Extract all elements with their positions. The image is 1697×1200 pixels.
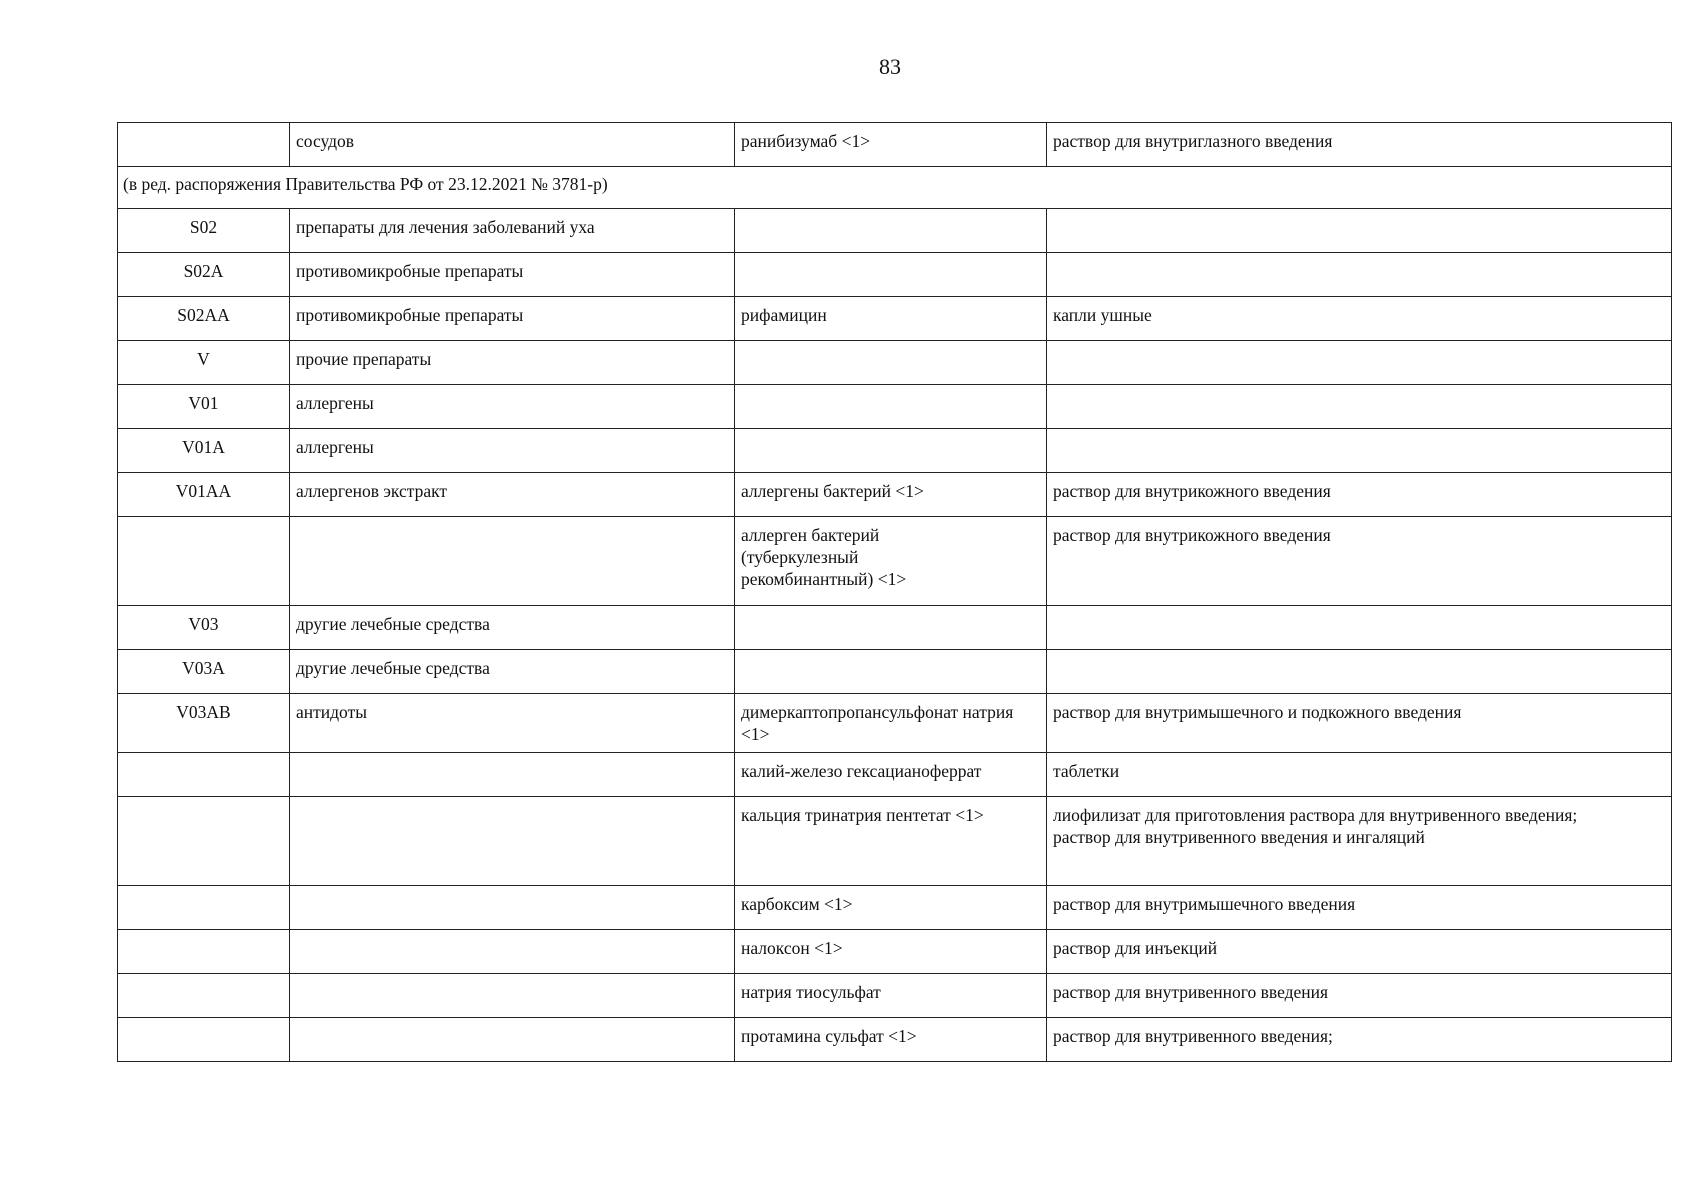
group-cell: противомикробные препараты <box>290 297 735 341</box>
table-row <box>118 429 1672 473</box>
drug-cell <box>735 429 1047 473</box>
group-cell: аллергены <box>290 385 735 429</box>
table-row <box>118 930 1672 974</box>
dosage-form-cell <box>1047 650 1672 694</box>
atc-code-cell: S02AA <box>118 297 290 341</box>
dosage-form-cell <box>1047 797 1672 886</box>
dosage-form-cell: капли ушные <box>1047 297 1672 341</box>
atc-code-cell: V03 <box>118 606 290 650</box>
page-number: 83 <box>879 54 901 79</box>
atc-code-cell <box>118 1018 290 1062</box>
table-row <box>118 385 1672 429</box>
atc-code-cell: V01AA <box>118 473 290 517</box>
table-row <box>118 297 1672 341</box>
drug-cell <box>735 385 1047 429</box>
group-cell: противомикробные препараты <box>290 253 735 297</box>
drug-cell: натрия тиосульфат <box>735 974 1047 1018</box>
dosage-form-cell <box>1047 341 1672 385</box>
table-row <box>118 650 1672 694</box>
drug-cell: рифамицин <box>735 297 1047 341</box>
amendment-note: (в ред. распоряжения Правительства РФ от 23.12.2021 № 3781-р) <box>118 167 1672 209</box>
dosage-form-cell <box>1047 385 1672 429</box>
drug-cell <box>735 253 1047 297</box>
atc-code-cell: V <box>118 341 290 385</box>
table-row <box>118 753 1672 797</box>
table-row <box>118 974 1672 1018</box>
group-cell: антидоты <box>290 694 735 753</box>
drug-cell: кальция тринатрия пентетат <1> <box>735 797 1047 886</box>
dosage-form-cell: раствор для внутримышечного и подкожного введения <box>1047 694 1672 753</box>
table-row <box>118 473 1672 517</box>
drug-cell <box>735 650 1047 694</box>
table-row <box>118 123 1672 167</box>
table-row <box>118 517 1672 606</box>
atc-code-cell: V03A <box>118 650 290 694</box>
group-cell <box>290 753 735 797</box>
table-row <box>118 694 1672 753</box>
table-row <box>118 209 1672 253</box>
table-row <box>118 253 1672 297</box>
table-row <box>118 1018 1672 1062</box>
dosage-form-line: раствор для внутривенного введения и ингаляций <box>1053 827 1425 847</box>
group-cell <box>290 930 735 974</box>
medications-table <box>117 122 1672 1062</box>
dosage-form-cell: таблетки <box>1047 753 1672 797</box>
group-cell <box>290 886 735 930</box>
dosage-form-cell: раствор для внутриглазного введения <box>1047 123 1672 167</box>
group-cell <box>290 974 735 1018</box>
atc-code-cell: V03AB <box>118 694 290 753</box>
table-row <box>118 886 1672 930</box>
drug-cell: аллерген бактерий (туберкулезный рекомбинантный) <1> <box>735 517 1047 606</box>
atc-code-cell <box>118 930 290 974</box>
drug-cell: калий-железо гексацианоферрат <box>735 753 1047 797</box>
dosage-form-cell: раствор для внутривенного введения <box>1047 974 1672 1018</box>
group-cell <box>290 1018 735 1062</box>
atc-code-cell <box>118 886 290 930</box>
dosage-form-cell: раствор для инъекций <box>1047 930 1672 974</box>
dosage-form-cell <box>1047 209 1672 253</box>
drug-cell <box>735 606 1047 650</box>
atc-code-cell: S02A <box>118 253 290 297</box>
table-row <box>118 341 1672 385</box>
drug-cell <box>735 341 1047 385</box>
drug-cell: ранибизумаб <1> <box>735 123 1047 167</box>
atc-code-cell <box>118 797 290 886</box>
atc-code-cell: V01A <box>118 429 290 473</box>
atc-code-cell <box>118 517 290 606</box>
amendment-note-row <box>118 167 1672 209</box>
group-cell: сосудов <box>290 123 735 167</box>
drug-cell: карбоксим <1> <box>735 886 1047 930</box>
dosage-form-cell <box>1047 253 1672 297</box>
atc-code-cell: S02 <box>118 209 290 253</box>
drug-cell: димеркаптопропансульфонат натрия <1> <box>735 694 1047 753</box>
group-cell <box>290 797 735 886</box>
dosage-form-cell: раствор для внутрикожного введения <box>1047 473 1672 517</box>
atc-code-cell: V01 <box>118 385 290 429</box>
dosage-form-line: лиофилизат для приготовления раствора для внутривенного введения; <box>1053 805 1578 825</box>
group-cell: аллергены <box>290 429 735 473</box>
group-cell: другие лечебные средства <box>290 606 735 650</box>
drug-cell <box>735 209 1047 253</box>
drug-cell: протамина сульфат <1> <box>735 1018 1047 1062</box>
dosage-form-cell <box>1047 429 1672 473</box>
table-row <box>118 797 1672 886</box>
drug-cell: налоксон <1> <box>735 930 1047 974</box>
group-cell <box>290 517 735 606</box>
atc-code-cell <box>118 123 290 167</box>
atc-code-cell <box>118 753 290 797</box>
dosage-form-cell <box>1047 606 1672 650</box>
atc-code-cell <box>118 974 290 1018</box>
group-cell: аллергенов экстракт <box>290 473 735 517</box>
group-cell: препараты для лечения заболеваний уха <box>290 209 735 253</box>
dosage-form-cell: раствор для внутривенного введения; <box>1047 1018 1672 1062</box>
group-cell: прочие препараты <box>290 341 735 385</box>
table-row <box>118 606 1672 650</box>
group-cell: другие лечебные средства <box>290 650 735 694</box>
dosage-form-cell: раствор для внутрикожного введения <box>1047 517 1672 606</box>
dosage-form-cell: раствор для внутримышечного введения <box>1047 886 1672 930</box>
drug-cell: аллергены бактерий <1> <box>735 473 1047 517</box>
